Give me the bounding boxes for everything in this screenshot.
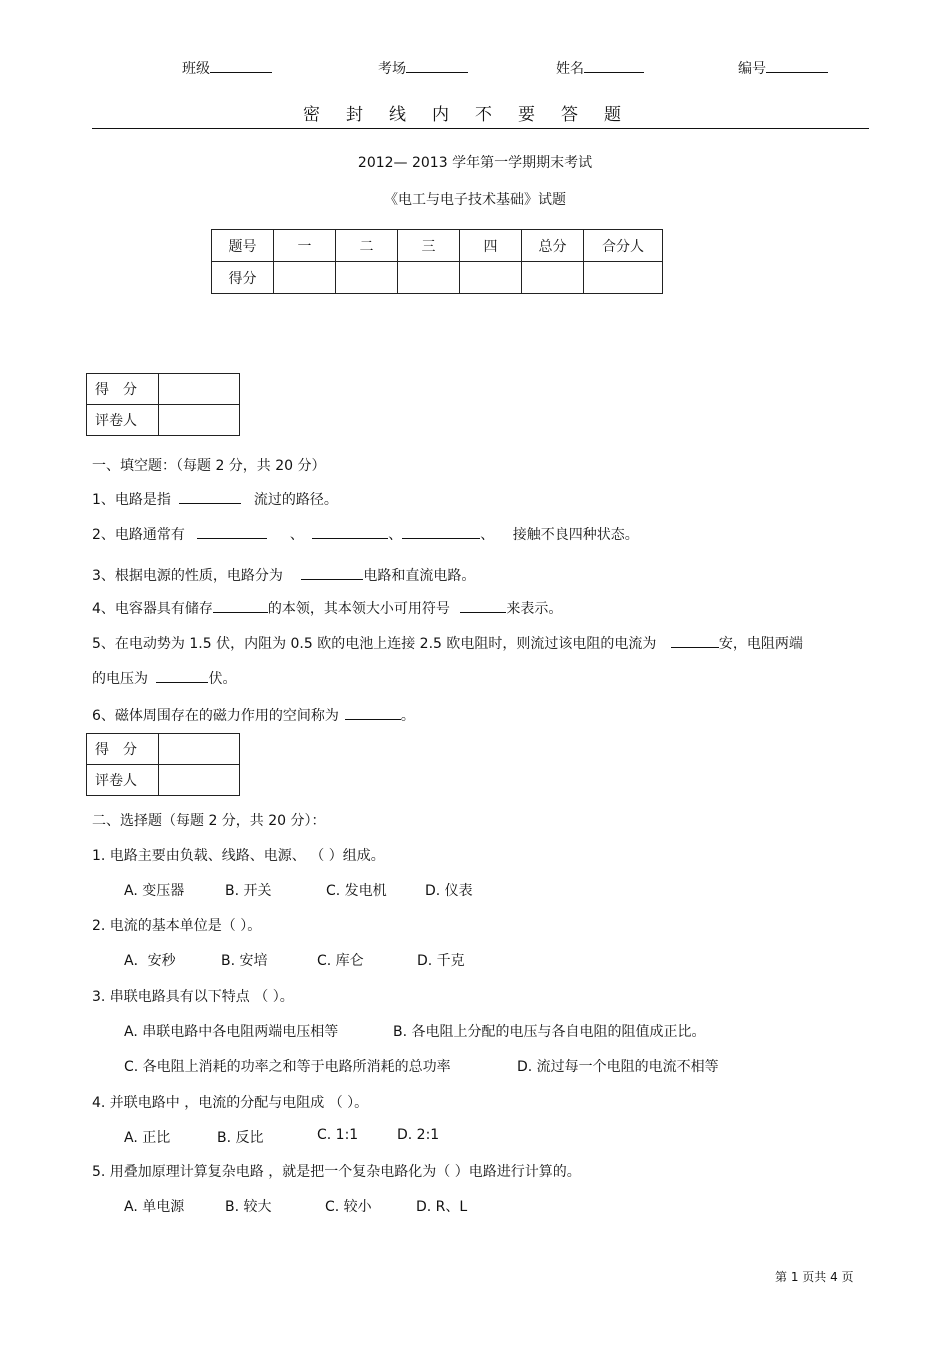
score-label: 得 分 <box>87 734 159 765</box>
question-1-4 <box>92 598 562 618</box>
grader-label: 评卷人 <box>87 765 159 796</box>
score-value <box>159 734 240 765</box>
header-cell: 合分人 <box>584 230 663 262</box>
option-d: D. 仪表 <box>425 883 473 899</box>
option-b: B. 开关 <box>225 883 272 899</box>
question-text: 接触不良四种状态。 <box>512 527 639 543</box>
number-label: 编号 <box>738 61 766 77</box>
section1-title: 一、填空题：（每题 2 分，共 20 分） <box>92 458 326 474</box>
option-c: C. 库仑 <box>317 953 364 969</box>
question-text: 、 <box>388 527 403 543</box>
section2-title: 二、选择题（每题 2 分，共 20 分）： <box>92 813 326 829</box>
question-text: 、 <box>289 527 304 543</box>
question-text: 6、磁体周围存在的磁力作用的空间称为 <box>92 708 339 724</box>
question-2-3: 3. 串联电路具有以下特点 （ ）。 <box>92 989 294 1005</box>
score-table <box>211 229 663 294</box>
score-cell <box>584 262 663 294</box>
row-label: 得分 <box>212 262 274 294</box>
score-value <box>159 374 240 405</box>
question-1-6 <box>92 705 415 725</box>
option-a: A．安秒 <box>124 953 176 969</box>
header-cell: 题号 <box>212 230 274 262</box>
question-1-5-cont <box>92 668 236 688</box>
question-1-3 <box>92 565 475 585</box>
score-cell <box>398 262 460 294</box>
option-a: A. 正比 <box>124 1130 171 1146</box>
question-2-2: 2. 电流的基本单位是（ ）。 <box>92 918 262 934</box>
class-label: 班级 <box>182 61 210 77</box>
answer-blank <box>345 705 401 720</box>
grader-value <box>159 765 240 796</box>
question-text: 5、在电动势为 1.5 伏，内阻为 0.5 欧的电池上连接 2.5 欧电阻时，则流过该电阻的电流为 <box>92 636 657 652</box>
question-text: 3、根据电源的性质，电路分为 <box>92 568 283 584</box>
header-cell: 总分 <box>522 230 584 262</box>
option-d: D. 2:1 <box>397 1127 440 1143</box>
answer-blank <box>312 524 388 539</box>
answer-blank <box>460 598 506 613</box>
header-cell: 一 <box>274 230 336 262</box>
option-c: C. 1:1 <box>317 1127 359 1143</box>
option-d: D. R、L <box>416 1199 468 1215</box>
option-c: C. 较小 <box>325 1199 372 1215</box>
question-2-1: 1. 电路主要由负载、线路、电源、 （ ）组成。 <box>92 848 385 864</box>
class-field <box>182 58 272 78</box>
question-text: 的电压为 <box>92 671 148 687</box>
seal-line <box>92 128 869 129</box>
question-text: 。 <box>400 708 415 724</box>
option-a: A. 单电源 <box>124 1199 185 1215</box>
answer-blank <box>213 598 268 613</box>
page-number: 第 1 页共 4 页 <box>775 1270 854 1284</box>
question-text: 4、电容器具有储存 <box>92 601 213 617</box>
question-2-5: 5. 用叠加原理计算复杂电路 ，就是把一个复杂电路化为（ ）电路进行计算的。 <box>92 1164 581 1180</box>
question-text: 的本领，其本领大小可用符号 <box>267 601 450 617</box>
option-b: B. 较大 <box>225 1199 272 1215</box>
answer-blank <box>197 524 267 539</box>
question-text: 1、电路是指 <box>92 492 171 508</box>
header-cell: 四 <box>460 230 522 262</box>
option-c: C. 各电阻上消耗的功率之和等于电路所消耗的总功率 <box>124 1059 451 1075</box>
answer-blank <box>156 668 208 683</box>
seal-line-text: 密封线内不要答题 <box>303 105 647 125</box>
name-field <box>556 58 644 78</box>
header-cell: 三 <box>398 230 460 262</box>
option-a: A. 串联电路中各电阻两端电压相等 <box>124 1024 339 1040</box>
option-d: D. 流过每一个电阻的电流不相等 <box>517 1059 719 1075</box>
question-text: 安，电阻两端 <box>718 636 803 652</box>
name-blank <box>584 58 644 73</box>
option-b: B. 反比 <box>217 1130 264 1146</box>
question-1-1 <box>92 489 338 509</box>
option-a: A. 变压器 <box>124 883 185 899</box>
class-blank <box>210 58 272 73</box>
number-field <box>738 58 828 78</box>
number-blank <box>766 58 828 73</box>
room-label: 考场 <box>378 61 406 77</box>
answer-blank <box>179 489 241 504</box>
score-label: 得 分 <box>87 374 159 405</box>
question-text: 2、电路通常有 <box>92 527 185 543</box>
option-b: B. 安培 <box>221 953 268 969</box>
header-cell: 二 <box>336 230 398 262</box>
score-cell <box>274 262 336 294</box>
answer-blank <box>671 633 719 648</box>
subject-title: 《电工与电子技术基础》试题 <box>384 192 566 208</box>
question-text: 、 <box>480 527 495 543</box>
question-1-5 <box>92 633 803 653</box>
question-text: 来表示。 <box>506 601 563 617</box>
room-blank <box>406 58 468 73</box>
question-text: 流过的路径。 <box>253 492 338 508</box>
score-cell <box>460 262 522 294</box>
answer-blank <box>301 565 363 580</box>
grader-label: 评卷人 <box>87 405 159 436</box>
question-text: 电路和直流电路。 <box>363 568 476 584</box>
option-b: B. 各电阻上分配的电压与各自电阻的阻值成正比。 <box>393 1024 706 1040</box>
name-label: 姓名 <box>556 61 584 77</box>
question-2-4: 4. 并联电路中 ，电流的分配与电阻成 （ ）。 <box>92 1095 369 1111</box>
score-cell <box>522 262 584 294</box>
answer-blank <box>402 524 480 539</box>
grader-box <box>86 373 240 436</box>
score-table-row <box>212 262 663 294</box>
grader-box <box>86 733 240 796</box>
exam-title: 2012— 2013 学年第一学期期末考试 <box>357 155 593 171</box>
room-field <box>378 58 468 78</box>
score-table-header-row <box>212 230 663 262</box>
question-1-2 <box>92 524 639 544</box>
grader-value <box>159 405 240 436</box>
option-d: D. 千克 <box>417 953 465 969</box>
question-text: 伏。 <box>208 671 237 687</box>
option-c: C. 发电机 <box>326 883 387 899</box>
score-cell <box>336 262 398 294</box>
